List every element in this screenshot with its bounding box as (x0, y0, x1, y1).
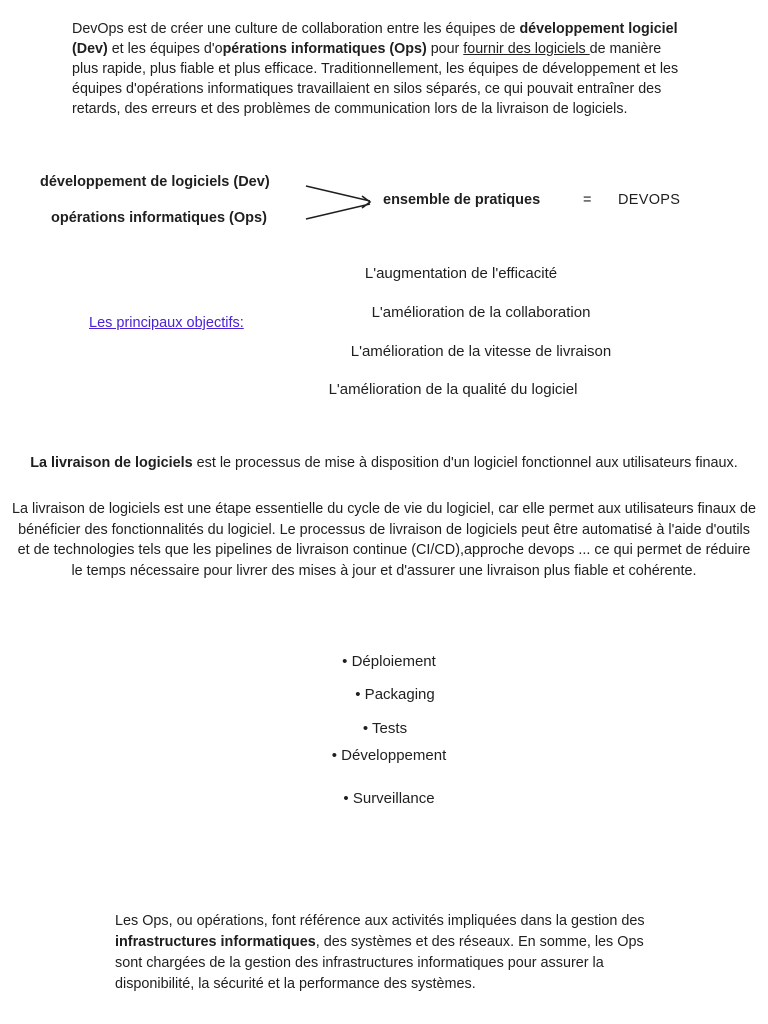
ops-text: Les Ops, ou opérations, font référence aux activités impliquées dans la gestion des (115, 913, 645, 929)
intro-underlined-phrase: fournir des logiciels (463, 41, 590, 57)
ops-text: , des systèmes et des réseaux. En somme, les Ops sont chargées de la gestion des infrastructures informatiques pour assurer la disponibilité, la sécurité et la performance des systèmes. (115, 934, 644, 992)
diagram-dev-label: développement de logiciels (Dev) (40, 174, 270, 190)
diagram-ops-label: opérations informatiques (Ops) (51, 210, 267, 226)
delivery-definition-text: est le processus de mise à disposition d'un logiciel fonctionnel aux utilisateurs finaux. (192, 455, 738, 471)
delivery-paragraph: La livraison de logiciels est une étape essentielle du cycle de vie du logiciel, car elle permet aux utilisateurs finaux de bénéficier des fonctionnalités du logiciel. Le processus de livraison de logiciels peut être automatisé à l'aide d'outils et de technologies tels que les pipelines de livraison continue (CI/CD),approche devops ... ce qui permet de réduire le temps nécessaire pour livrer des mises à jour et d'assurer une livraison plus fiable et cohérente. (12, 501, 756, 579)
objective-item: L'amélioration de la vitesse de livraison (350, 343, 612, 360)
diagram-practices-label: ensemble de pratiques (383, 192, 541, 208)
intro-text: et les équipes d'o (107, 41, 223, 57)
diagram-devops-label: DEVOPS (618, 192, 681, 208)
stage-item: • Surveillance (343, 790, 435, 807)
arrow-line-ops (306, 204, 370, 219)
intro-text: DevOps est de créer une culture de collaboration entre les équipes de (72, 21, 520, 37)
intro-dev-term: développement logiciel (Dev) (72, 21, 678, 57)
objectives-link[interactable]: Les principaux objectifs: (89, 315, 244, 331)
ops-paragraph (115, 911, 663, 995)
delivery-definition (12, 453, 756, 474)
arrow-line-dev (306, 186, 370, 201)
delivery-term: La livraison de logiciels (30, 455, 193, 471)
intro-text: de manière plus rapide, plus fiable et plus efficace. Traditionnellement, les équipes de développement et les équipes d'opérations informatiques travaillaient en silos séparés, ce qui pouvait entraîner des retards, des erreurs et des problèmes de communication lors de la livraison de logiciels. (72, 41, 679, 117)
ops-infra-term: infrastructures informatiques (115, 934, 316, 950)
diagram-equals-sign: = (583, 192, 592, 208)
intro-paragraph (72, 19, 682, 119)
stage-item: • Déploiement (342, 653, 436, 670)
intro-ops-term: pérations informatiques (Ops) (222, 41, 427, 57)
stage-item: • Packaging (355, 686, 435, 703)
stage-item: • Développement (331, 747, 447, 764)
objective-item: L'augmentation de l'efficacité (364, 265, 558, 282)
intro-text: pour (426, 41, 464, 57)
merge-arrows-icon (300, 180, 380, 225)
objective-item: L'amélioration de la collaboration (371, 304, 591, 321)
objective-item: L'amélioration de la qualité du logiciel (328, 381, 578, 398)
stage-item: • Tests (362, 720, 408, 737)
arrow-head (362, 196, 370, 208)
